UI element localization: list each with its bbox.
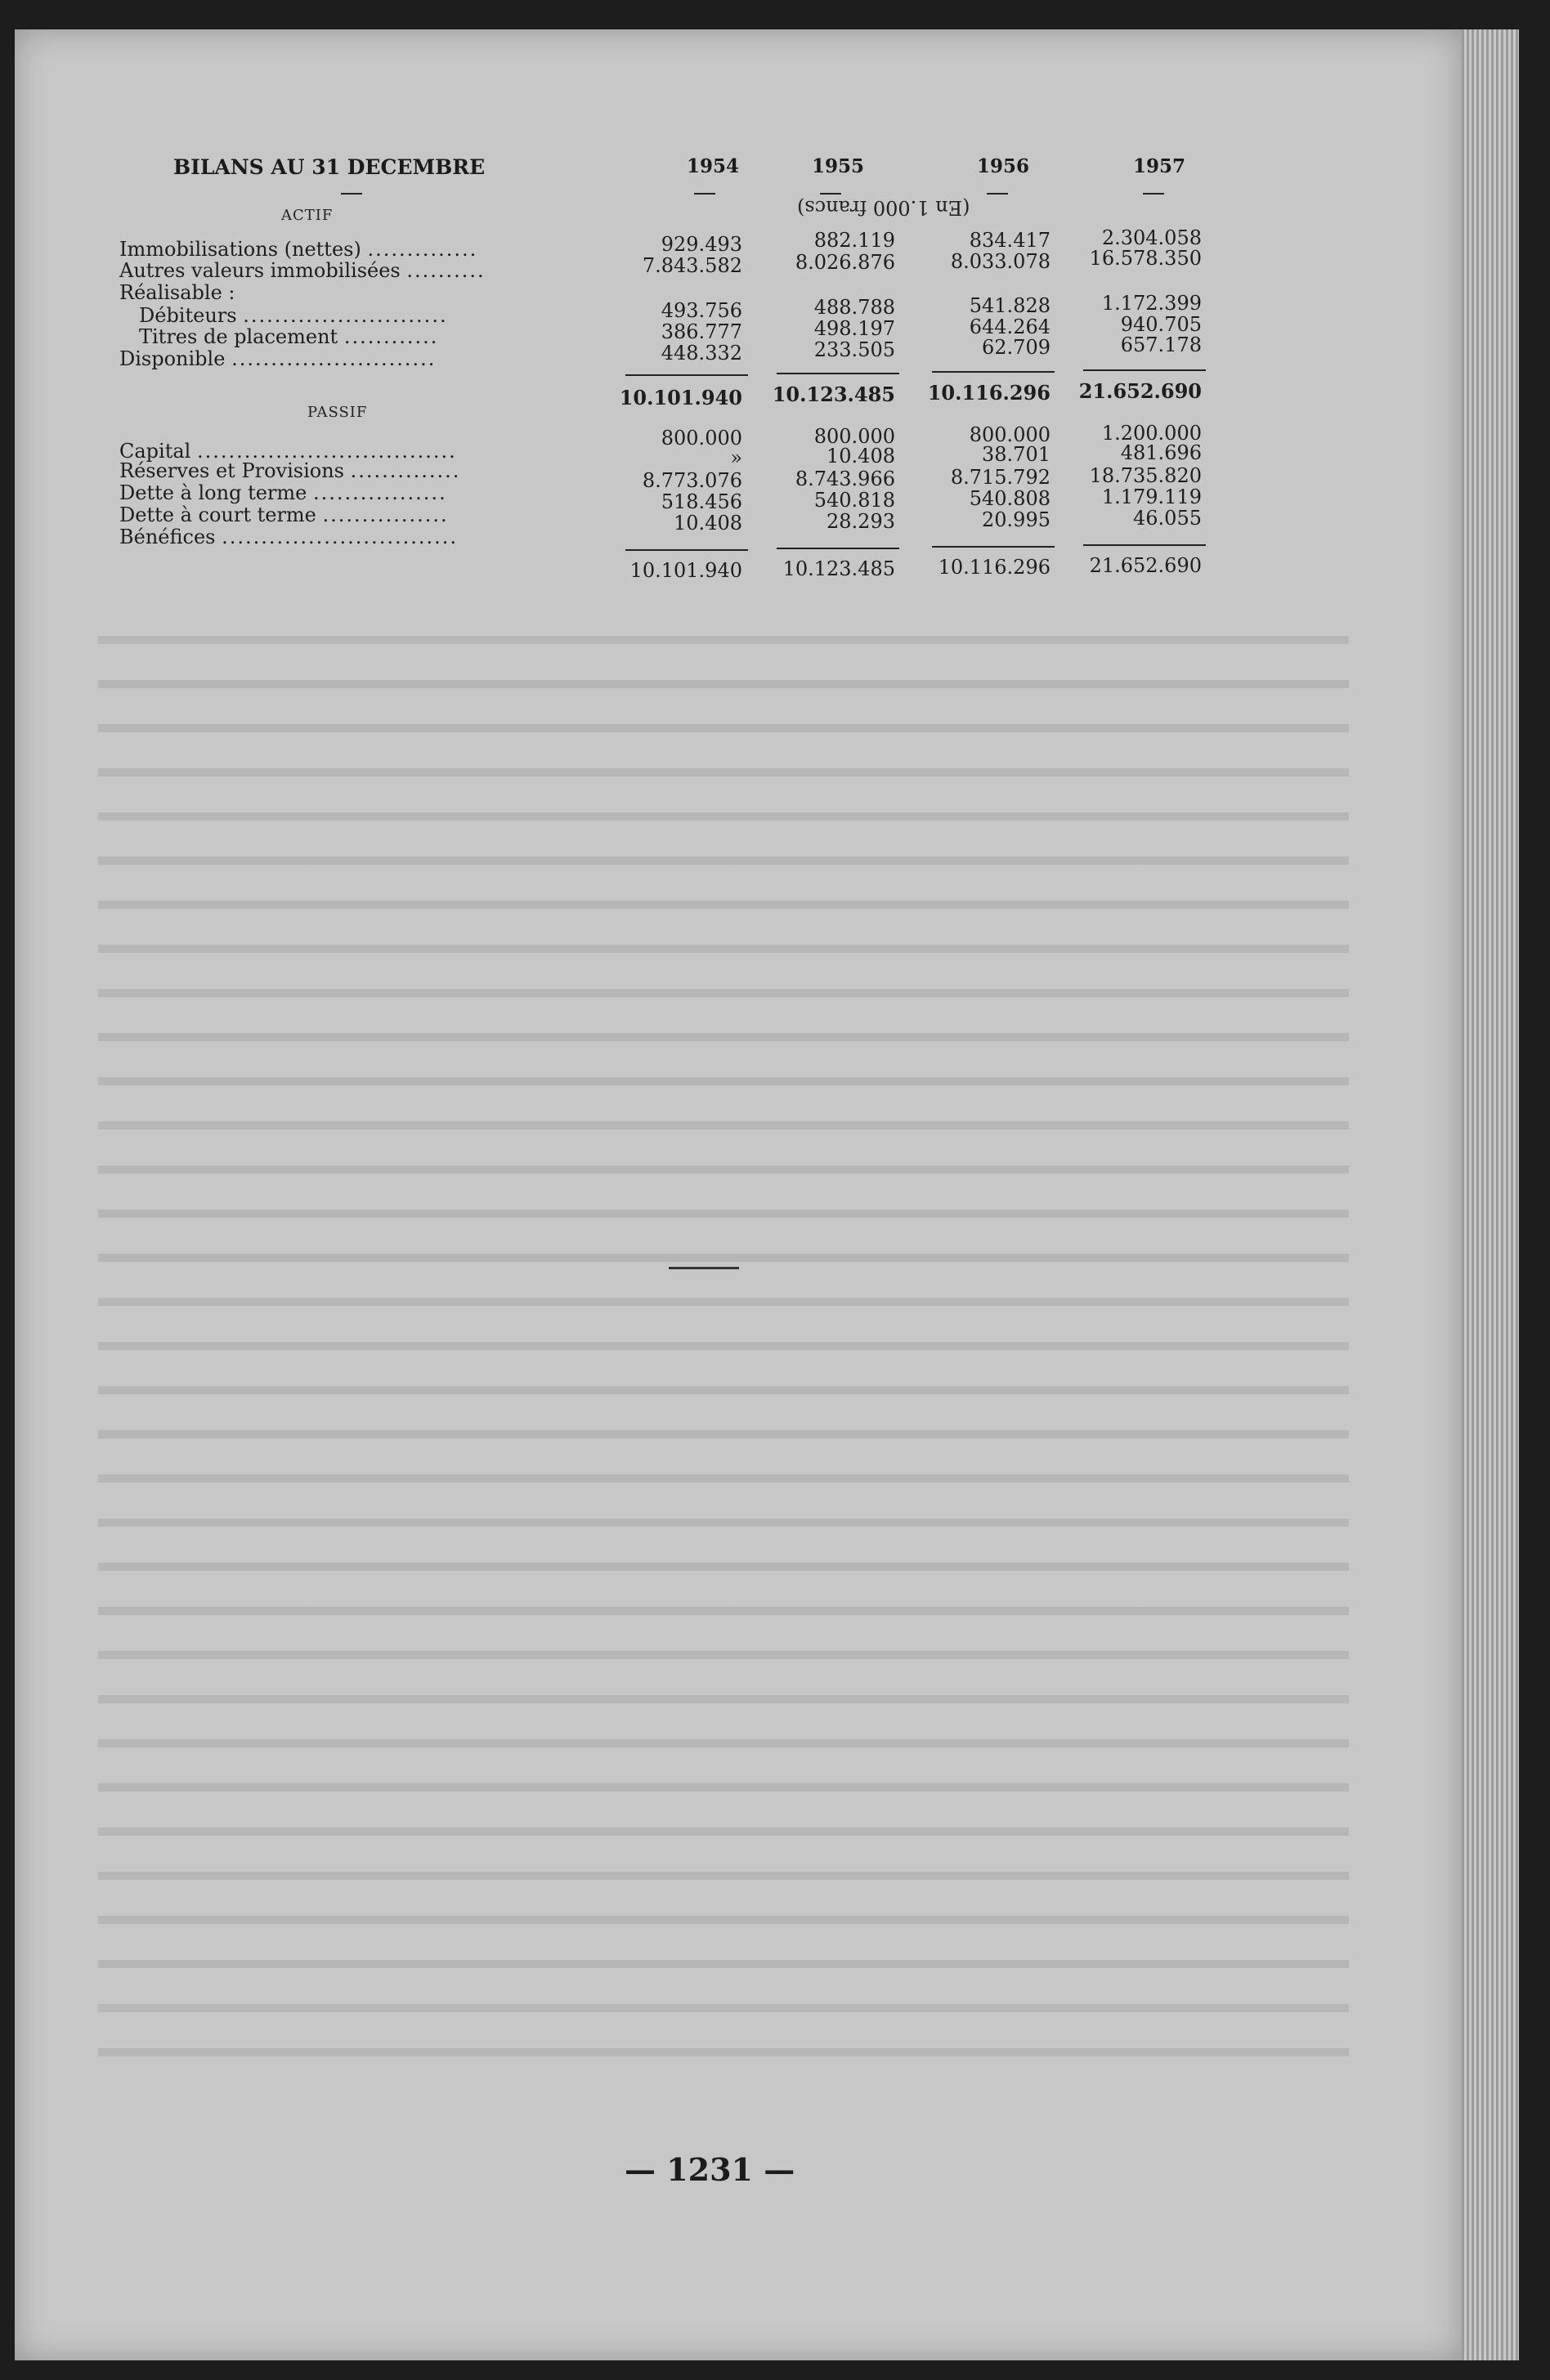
total-value: 10.123.485	[772, 382, 895, 406]
row-label: Débiteurs ..........................	[139, 304, 448, 327]
cell-value: 46.055	[1133, 507, 1202, 530]
year-dash	[987, 193, 1008, 195]
total-value: 10.116.296	[938, 556, 1051, 579]
total-rule	[625, 374, 748, 376]
cell-value: 16.578.350	[1089, 247, 1202, 270]
cell-value: »	[730, 446, 742, 469]
cell-value: 1.200.000	[1101, 422, 1202, 445]
row-label: Bénéfices ..............................	[119, 526, 458, 548]
cell-value: 481.696	[1120, 441, 1202, 464]
cell-value: 518.456	[661, 490, 742, 513]
total-rule	[777, 548, 899, 549]
cell-value: 62.709	[982, 336, 1051, 359]
total-rule	[932, 371, 1055, 373]
cell-value: 1.179.119	[1101, 485, 1202, 508]
total-value: 10.101.940	[629, 559, 742, 582]
year-dash	[694, 193, 715, 195]
total-rule	[1083, 369, 1206, 371]
page-number: — 1231 —	[625, 2151, 795, 2188]
cell-value: 940.705	[1120, 313, 1202, 336]
cell-value: 38.701	[982, 443, 1051, 466]
year-header: 1957	[1133, 155, 1186, 177]
cell-value: 233.505	[813, 338, 895, 361]
cell-value: 20.995	[982, 508, 1051, 531]
cell-value: 800.000	[969, 423, 1051, 446]
total-value: 10.101.940	[619, 386, 742, 409]
cell-value: 644.264	[969, 315, 1051, 338]
year-header: 1956	[977, 155, 1030, 177]
cell-value: 448.332	[661, 342, 742, 365]
cell-value: 2.304.058	[1101, 226, 1202, 249]
cell-value: 498.197	[813, 317, 895, 340]
total-rule	[932, 546, 1055, 548]
cell-value: 929.493	[661, 233, 742, 256]
cell-value: 834.417	[969, 229, 1051, 252]
bleed-through-text	[98, 621, 1349, 2092]
row-label: Immobilisations (nettes) ..............	[119, 238, 478, 261]
year-dash	[820, 193, 841, 195]
cell-value: 7.843.582	[642, 254, 742, 277]
row-label: Dette à long terme .................	[119, 481, 447, 504]
year-dash	[1143, 193, 1164, 195]
cell-value: 18.735.820	[1089, 464, 1202, 487]
cell-value: 541.828	[969, 294, 1051, 317]
total-rule	[777, 373, 899, 374]
total-rule	[625, 549, 748, 551]
unit-note: (En 1.000 francs)	[797, 196, 970, 219]
year-header: 1954	[687, 155, 740, 177]
title-dash	[341, 193, 362, 195]
cell-value: 8.715.792	[950, 466, 1051, 489]
book-edge	[1462, 29, 1519, 2360]
row-label: Réserves et Provisions ..............	[119, 459, 461, 482]
row-label: Disponible ..........................	[119, 347, 437, 370]
year-header: 1955	[812, 155, 865, 177]
row-label: Dette à court terme ................	[119, 503, 449, 526]
cell-value: 8.773.076	[642, 469, 742, 492]
cell-value: 1.172.399	[1101, 292, 1202, 315]
cell-value: 28.293	[827, 510, 895, 533]
row-label: Titres de placement ............	[139, 325, 439, 348]
cell-value: 493.756	[661, 299, 742, 322]
total-value: 21.652.690	[1078, 379, 1202, 403]
section-heading-actif: ACTIF	[281, 207, 334, 224]
row-label: Réalisable :	[119, 281, 235, 304]
cell-value: 800.000	[813, 425, 895, 448]
cell-value: 8.743.966	[795, 468, 895, 490]
total-rule	[1083, 544, 1206, 546]
row-label: Autres valeurs immobilisées ..........	[119, 259, 486, 282]
cell-value: 386.777	[661, 320, 742, 343]
total-value: 10.116.296	[927, 381, 1051, 405]
cell-value: 10.408	[827, 445, 895, 468]
cell-value: 657.178	[1120, 333, 1202, 356]
total-value: 10.123.485	[782, 557, 895, 580]
cell-value: 540.818	[813, 489, 895, 512]
cell-value: 882.119	[813, 229, 895, 252]
separator-rule	[669, 1267, 739, 1269]
section-heading-passif: PASSIF	[307, 404, 368, 421]
cell-value: 800.000	[661, 427, 742, 450]
cell-value: 540.808	[969, 487, 1051, 510]
total-value: 21.652.690	[1089, 554, 1202, 577]
cell-value: 8.026.876	[795, 251, 895, 274]
row-label: Capital .................................	[119, 440, 457, 463]
cell-value: 8.033.078	[950, 250, 1051, 273]
cell-value: 488.788	[813, 296, 895, 319]
cell-value: 10.408	[674, 512, 742, 535]
balance-sheet-title: BILANS AU 31 DECEMBRE	[173, 155, 486, 179]
